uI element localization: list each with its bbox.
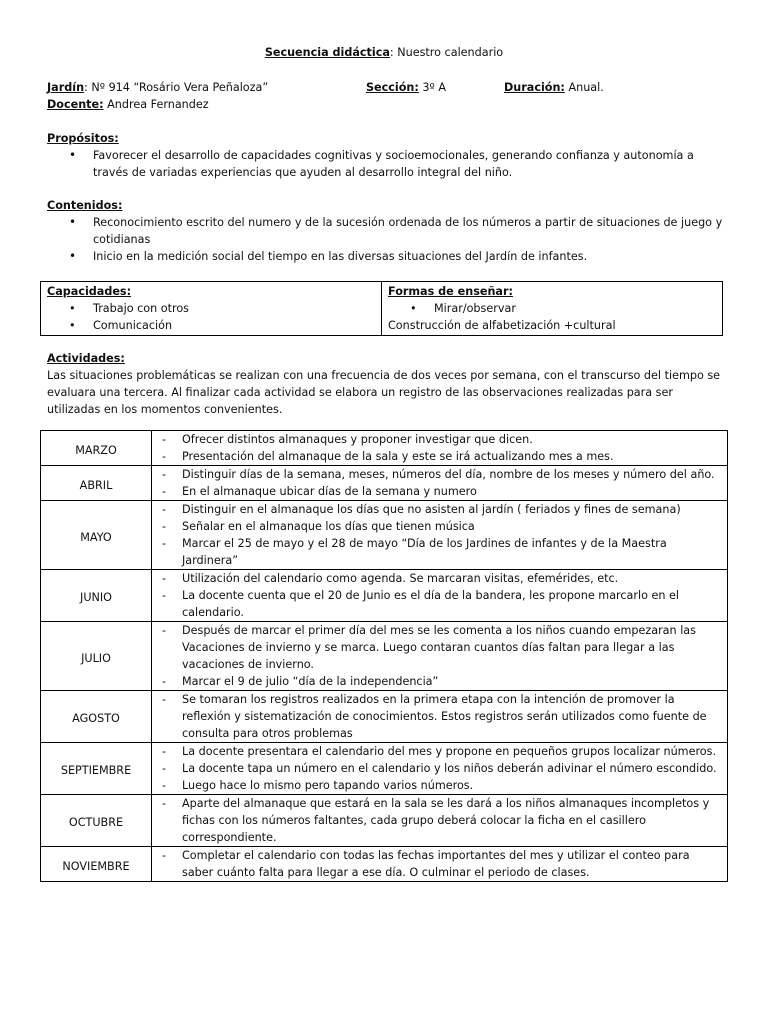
activity-item: - Utilización del calendario como agenda. Se marcaran visitas, efemérides, etc. bbox=[152, 570, 723, 587]
table-row bbox=[41, 691, 728, 743]
duracion-field bbox=[504, 79, 604, 96]
capacidades-cell bbox=[41, 282, 382, 336]
month-activities bbox=[152, 691, 728, 743]
info-row bbox=[47, 79, 727, 96]
formas-extra: Construcción de alfabetización +cultural bbox=[388, 319, 616, 332]
activity-item: - Señalar en el almanaque los días que tienen música bbox=[152, 518, 723, 535]
month-activities bbox=[152, 622, 728, 691]
propositos-list bbox=[47, 147, 727, 181]
table-row bbox=[41, 847, 728, 882]
seccion-field bbox=[366, 79, 446, 96]
month-activities bbox=[152, 501, 728, 570]
list-item: • Comunicación bbox=[47, 317, 375, 334]
month-name: NOVIEMBRE bbox=[41, 847, 152, 882]
month-name: JUNIO bbox=[41, 570, 152, 622]
capacidades-heading: Capacidades: bbox=[47, 285, 132, 298]
table-row bbox=[41, 431, 728, 466]
table-row bbox=[41, 622, 728, 691]
table-row bbox=[41, 743, 728, 795]
month-activities bbox=[152, 570, 728, 622]
capacidades-table bbox=[40, 281, 723, 336]
month-activities bbox=[152, 795, 728, 847]
activity-item: - La docente tapa un número en el calendario y los niños deberán adivinar el número escondido. bbox=[152, 760, 723, 777]
months-table bbox=[40, 430, 728, 882]
activity-item: - Distinguir días de la semana, meses, números del día, nombre de los meses y número del año. bbox=[152, 466, 723, 483]
title-text: : Nuestro calendario bbox=[389, 46, 504, 59]
duracion-value: Anual. bbox=[564, 81, 604, 94]
table-row bbox=[41, 795, 728, 847]
jardin-value: : Nº 914 “Rosário Vera Peñaloza” bbox=[84, 81, 269, 94]
month-name: ABRIL bbox=[41, 466, 152, 501]
formas-cell bbox=[382, 282, 723, 336]
activity-item: - Aparte del almanaque que estará en la sala se les dará a los niños almanaques incompletos y fichas con los números faltantes, cada grupo deberá colocar la ficha en el casillero correspondiente. bbox=[152, 795, 723, 846]
table-row bbox=[41, 570, 728, 622]
activity-item: - Marcar el 25 de mayo y el 28 de mayo “Día de los Jardines de infantes y de la Maestra Jardinera” bbox=[152, 535, 723, 569]
month-activities bbox=[152, 743, 728, 795]
activity-item: - Se tomaran los registros realizados en la primera etapa con la intención de promover la reflexión y sistematización de conocimientos. Estos registros serán utilizados como fuente de consulta para otros problemas bbox=[152, 691, 723, 742]
seccion-label: Sección: bbox=[366, 81, 419, 94]
actividades-heading: Actividades: bbox=[47, 352, 125, 365]
list-item: • Reconocimiento escrito del numero y de la sucesión ordenada de los números a partir de situaciones de juego y cotidianas bbox=[47, 214, 727, 248]
activity-item: - La docente cuenta que el 20 de Junio es el día de la bandera, les propone marcarlo en el calendario. bbox=[152, 587, 723, 621]
month-name: SEPTIEMBRE bbox=[41, 743, 152, 795]
month-name: JULIO bbox=[41, 622, 152, 691]
contenidos-list bbox=[47, 214, 727, 265]
list-item: • Inicio en la medición social del tiempo en las diversas situaciones del Jardín de infantes. bbox=[47, 248, 727, 265]
month-activities bbox=[152, 431, 728, 466]
activity-item: - Marcar el 9 de julio “día de la independencia” bbox=[152, 673, 723, 690]
month-activities bbox=[152, 847, 728, 882]
list-item: • Favorecer el desarrollo de capacidades cognitivas y socioemocionales, generando confianza y autonomía a través de variadas experiencias que ayuden al desarrollo integral del niño. bbox=[47, 147, 727, 181]
docente-field bbox=[47, 96, 209, 113]
title-label: Secuencia didáctica bbox=[264, 46, 390, 59]
jardin-label: Jardín bbox=[47, 81, 85, 94]
activity-item: - En el almanaque ubicar días de la semana y numero bbox=[152, 483, 723, 500]
docente-value: Andrea Fernandez bbox=[103, 98, 209, 111]
list-item: • Mirar/observar bbox=[388, 300, 716, 317]
duracion-label: Duración: bbox=[504, 81, 565, 94]
jardin-field bbox=[47, 79, 268, 96]
document-title bbox=[0, 44, 768, 61]
month-activities bbox=[152, 466, 728, 501]
table-row bbox=[41, 501, 728, 570]
month-name: MARZO bbox=[41, 431, 152, 466]
formas-heading: Formas de enseñar: bbox=[388, 285, 513, 298]
activity-item: - Ofrecer distintos almanaques y proponer investigar que dicen. bbox=[152, 431, 723, 448]
table-row bbox=[41, 466, 728, 501]
contenidos-heading: Contenidos: bbox=[47, 199, 123, 212]
activity-item: - Distinguir en el almanaque los días que no asisten al jardín ( feriados y fines de semana) bbox=[152, 501, 723, 518]
month-name: MAYO bbox=[41, 501, 152, 570]
activity-item: - Luego hace lo mismo pero tapando varios números. bbox=[152, 777, 723, 794]
seccion-value: 3º A bbox=[418, 81, 447, 94]
activity-item: - Presentación del almanaque de la sala y este se irá actualizando mes a mes. bbox=[152, 448, 723, 465]
month-name: AGOSTO bbox=[41, 691, 152, 743]
actividades-text: Las situaciones problemáticas se realizan con una frecuencia de dos veces por semana, con el transcurso del tiempo se evaluara una tercera. Al finalizar cada actividad se elabora un registro de las observaciones realizadas para ser utilizadas en los momentos convenientes. bbox=[47, 369, 721, 416]
month-name: OCTUBRE bbox=[41, 795, 152, 847]
activity-item: - Después de marcar el primer día del mes se les comenta a los niños cuando empezaran las Vacaciones de invierno y se marca. Luego contaran cuantos días faltan para llegar a las vacaciones de invierno. bbox=[152, 622, 723, 673]
activity-item: - Completar el calendario con todas las fechas importantes del mes y utilizar el conteo para saber cuánto falta para llegar a ese día. O culminar el periodo de clases. bbox=[152, 847, 723, 881]
activity-item: - La docente presentara el calendario del mes y propone en pequeños grupos localizar números. bbox=[152, 743, 723, 760]
docente-label: Docente: bbox=[47, 98, 104, 111]
propositos-heading: Propósitos: bbox=[47, 132, 119, 145]
list-item: • Trabajo con otros bbox=[47, 300, 375, 317]
